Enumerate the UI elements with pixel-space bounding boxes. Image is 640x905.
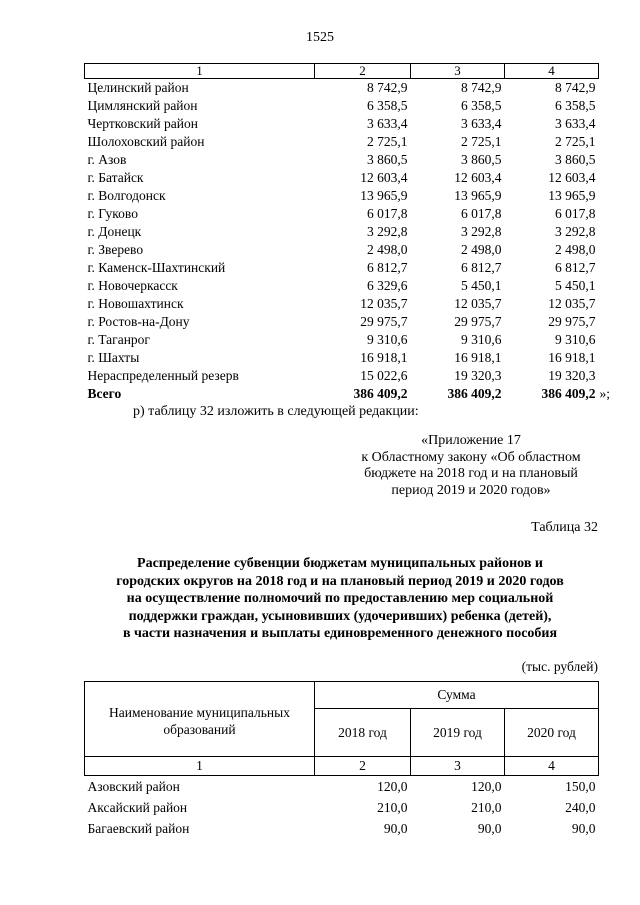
- closing-quote: »;: [599, 386, 611, 401]
- total-2020-cell: [505, 385, 611, 403]
- value-2019: 5 450,1: [461, 278, 502, 293]
- value-2019: 6 812,7: [461, 260, 502, 275]
- value-2018: 3 860,5: [367, 152, 408, 167]
- row-name: г. Новошахтинск: [87, 296, 184, 311]
- title-line: городских округов на 2018 год и на плановый период 2019 и 2020 годов: [116, 573, 564, 589]
- value-2020: 12 035,7: [548, 296, 596, 311]
- column-number-cell: 4: [505, 757, 599, 776]
- name-column-header: [85, 682, 315, 757]
- row-name: Багаевский район: [87, 821, 190, 836]
- table-row: [85, 259, 599, 277]
- value-2019: 6 017,8: [461, 206, 502, 221]
- table-row: [85, 295, 599, 313]
- value-2018: 3 292,8: [367, 224, 408, 239]
- row-name: г. Азов: [87, 152, 127, 167]
- value-2020: 6 812,7: [555, 260, 596, 275]
- value-2019: 19 320,3: [454, 368, 502, 383]
- value-2018: 2 498,0: [367, 242, 408, 257]
- value-2020: 12 603,4: [548, 170, 596, 185]
- title-line: на осуществление полномочий по предоставлению мер социальной: [126, 591, 554, 606]
- row-name: г. Каменск-Шахтинский: [87, 260, 226, 275]
- value-2019: 8 742,9: [461, 80, 502, 95]
- row-name: г. Волгодонск: [87, 188, 166, 203]
- value-2018: 2 725,1: [367, 134, 408, 149]
- table-label: Таблица 32: [531, 520, 598, 535]
- value-2020: 3 292,8: [555, 224, 596, 239]
- year-header: 2019 год: [411, 709, 505, 757]
- value-2019: 90,0: [477, 821, 502, 836]
- value-2019: 16 918,1: [454, 350, 502, 365]
- row-name: г. Зверево: [87, 242, 144, 257]
- value-2020: 2 498,0: [555, 242, 596, 257]
- value-2018: 8 742,9: [367, 80, 408, 95]
- column-number-cell: 4: [505, 64, 599, 79]
- table-row: [85, 133, 599, 151]
- column-number-row: [85, 757, 599, 776]
- annex-line: бюджете на 2018 год и на плановый: [364, 466, 578, 481]
- annex-header: [344, 433, 598, 499]
- table-row: [85, 797, 599, 818]
- column-number-cell: 3: [411, 64, 505, 79]
- row-name: г. Шахты: [87, 350, 140, 365]
- annex-line: период 2019 и 2020 годов»: [391, 482, 551, 498]
- value-2020: 13 965,9: [548, 188, 596, 203]
- row-name: Шолоховский район: [87, 134, 205, 149]
- value-2018: 6 812,7: [367, 260, 408, 275]
- value-2019: 9 310,6: [461, 332, 502, 347]
- row-name: г. Новочеркасск: [87, 278, 178, 293]
- value-2018: 6 329,6: [367, 278, 408, 293]
- value-2018: 6 017,8: [367, 206, 408, 221]
- value-2018: 210,0: [377, 800, 408, 815]
- value-2020: 3 860,5: [555, 152, 596, 167]
- table-row: [85, 277, 599, 295]
- value-2019: 120,0: [471, 779, 502, 794]
- value-2020: 9 310,6: [555, 332, 596, 347]
- table-row: [85, 97, 599, 115]
- value-2019: 2 498,0: [461, 242, 502, 257]
- total-2019: 386 409,2: [447, 386, 502, 401]
- value-2018: 6 358,5: [367, 98, 408, 113]
- value-2018: 13 965,9: [360, 188, 408, 203]
- column-number-cell: 2: [315, 64, 411, 79]
- value-2019: 210,0: [471, 800, 502, 815]
- value-2020: 150,0: [565, 779, 596, 794]
- units-label: (тыс. рублей): [521, 659, 598, 674]
- value-2018: 9 310,6: [367, 332, 408, 347]
- value-2020: 5 450,1: [555, 278, 596, 293]
- name-header-line: образований: [163, 722, 236, 737]
- value-2018: 3 633,4: [367, 116, 408, 131]
- column-number-cell: 1: [85, 757, 315, 776]
- value-2020: 240,0: [565, 800, 596, 815]
- value-2018: 120,0: [377, 779, 408, 794]
- value-2020: 6 017,8: [555, 206, 596, 221]
- value-2019: 3 292,8: [461, 224, 502, 239]
- page-number: 1525: [306, 30, 334, 45]
- value-2020: 2 725,1: [555, 134, 596, 149]
- value-2020: 16 918,1: [548, 350, 596, 365]
- continuation-table: [84, 63, 611, 403]
- annex-line: к Областному закону «Об областном: [361, 449, 581, 465]
- value-2019: 2 725,1: [461, 134, 502, 149]
- total-2020: 386 409,2: [541, 386, 596, 401]
- value-2018: 29 975,7: [360, 314, 408, 329]
- value-2019: 29 975,7: [454, 314, 502, 329]
- value-2020: 19 320,3: [548, 368, 596, 383]
- column-number-cell: 1: [85, 64, 315, 79]
- row-name: г. Донецк: [87, 224, 142, 239]
- row-name: Азовский район: [87, 779, 180, 794]
- total-label: Всего: [87, 386, 122, 401]
- value-2019: 12 035,7: [454, 296, 502, 311]
- row-name: Нераспределенный резерв: [87, 368, 239, 383]
- table-row: [85, 313, 599, 331]
- table-32: [84, 681, 599, 839]
- table-title: [60, 555, 620, 643]
- row-name: Чертковский район: [87, 116, 198, 131]
- table-row: [85, 776, 599, 798]
- value-2018: 16 918,1: [360, 350, 408, 365]
- table-row: [85, 187, 599, 205]
- row-name: г. Таганрог: [87, 332, 150, 347]
- value-2020: 29 975,7: [548, 314, 596, 329]
- name-header-line: Наименование муниципальных: [109, 705, 290, 720]
- column-number-cell: 2: [315, 757, 411, 776]
- row-name: Цимлянский район: [87, 98, 198, 113]
- title-line: поддержки граждан, усыновивших (удочеривших) ребенка (детей),: [128, 608, 552, 624]
- value-2019: 3 633,4: [461, 116, 502, 131]
- value-2018: 12 035,7: [360, 296, 408, 311]
- year-header: 2020 год: [505, 709, 599, 757]
- value-2019: 3 860,5: [461, 152, 502, 167]
- annex-line: «Приложение 17: [421, 433, 521, 448]
- row-name: Аксайский район: [87, 800, 188, 815]
- row-name: г. Ростов-на-Дону: [87, 314, 190, 329]
- value-2020: 3 633,4: [555, 116, 596, 131]
- total-2018: 386 409,2: [353, 386, 408, 401]
- table-row: [85, 205, 599, 223]
- table-row: [85, 79, 599, 98]
- table-row: [85, 818, 599, 839]
- row-name: Целинский район: [87, 80, 189, 95]
- table-row: [85, 151, 599, 169]
- table-row: [85, 241, 599, 259]
- value-2020: 6 358,5: [555, 98, 596, 113]
- year-header: 2018 год: [315, 709, 411, 757]
- value-2020: 90,0: [571, 821, 596, 836]
- value-2019: 13 965,9: [454, 188, 502, 203]
- row-name: г. Гуково: [87, 206, 138, 221]
- column-number-row: [85, 64, 599, 79]
- amendment-paragraph: р) таблицу 32 изложить в следующей редакции:: [133, 404, 419, 419]
- total-row: [85, 385, 599, 403]
- table-row: [85, 223, 599, 241]
- sum-header: Сумма: [315, 682, 599, 709]
- value-2018: 90,0: [383, 821, 408, 836]
- column-number-cell: 3: [411, 757, 505, 776]
- value-2020: 8 742,9: [555, 80, 596, 95]
- value-2019: 6 358,5: [461, 98, 502, 113]
- title-line: в части назначения и выплаты единовременного денежного пособия: [122, 626, 558, 641]
- table-row: [85, 169, 599, 187]
- table-row: [85, 367, 599, 385]
- value-2018: 15 022,6: [360, 368, 408, 383]
- value-2019: 12 603,4: [454, 170, 502, 185]
- table-row: [85, 115, 599, 133]
- table-row: [85, 349, 599, 367]
- table-row: [85, 331, 599, 349]
- title-line: Распределение субвенции бюджетам муниципальных районов и: [137, 556, 543, 571]
- value-2018: 12 603,4: [360, 170, 408, 185]
- row-name: г. Батайск: [87, 170, 144, 185]
